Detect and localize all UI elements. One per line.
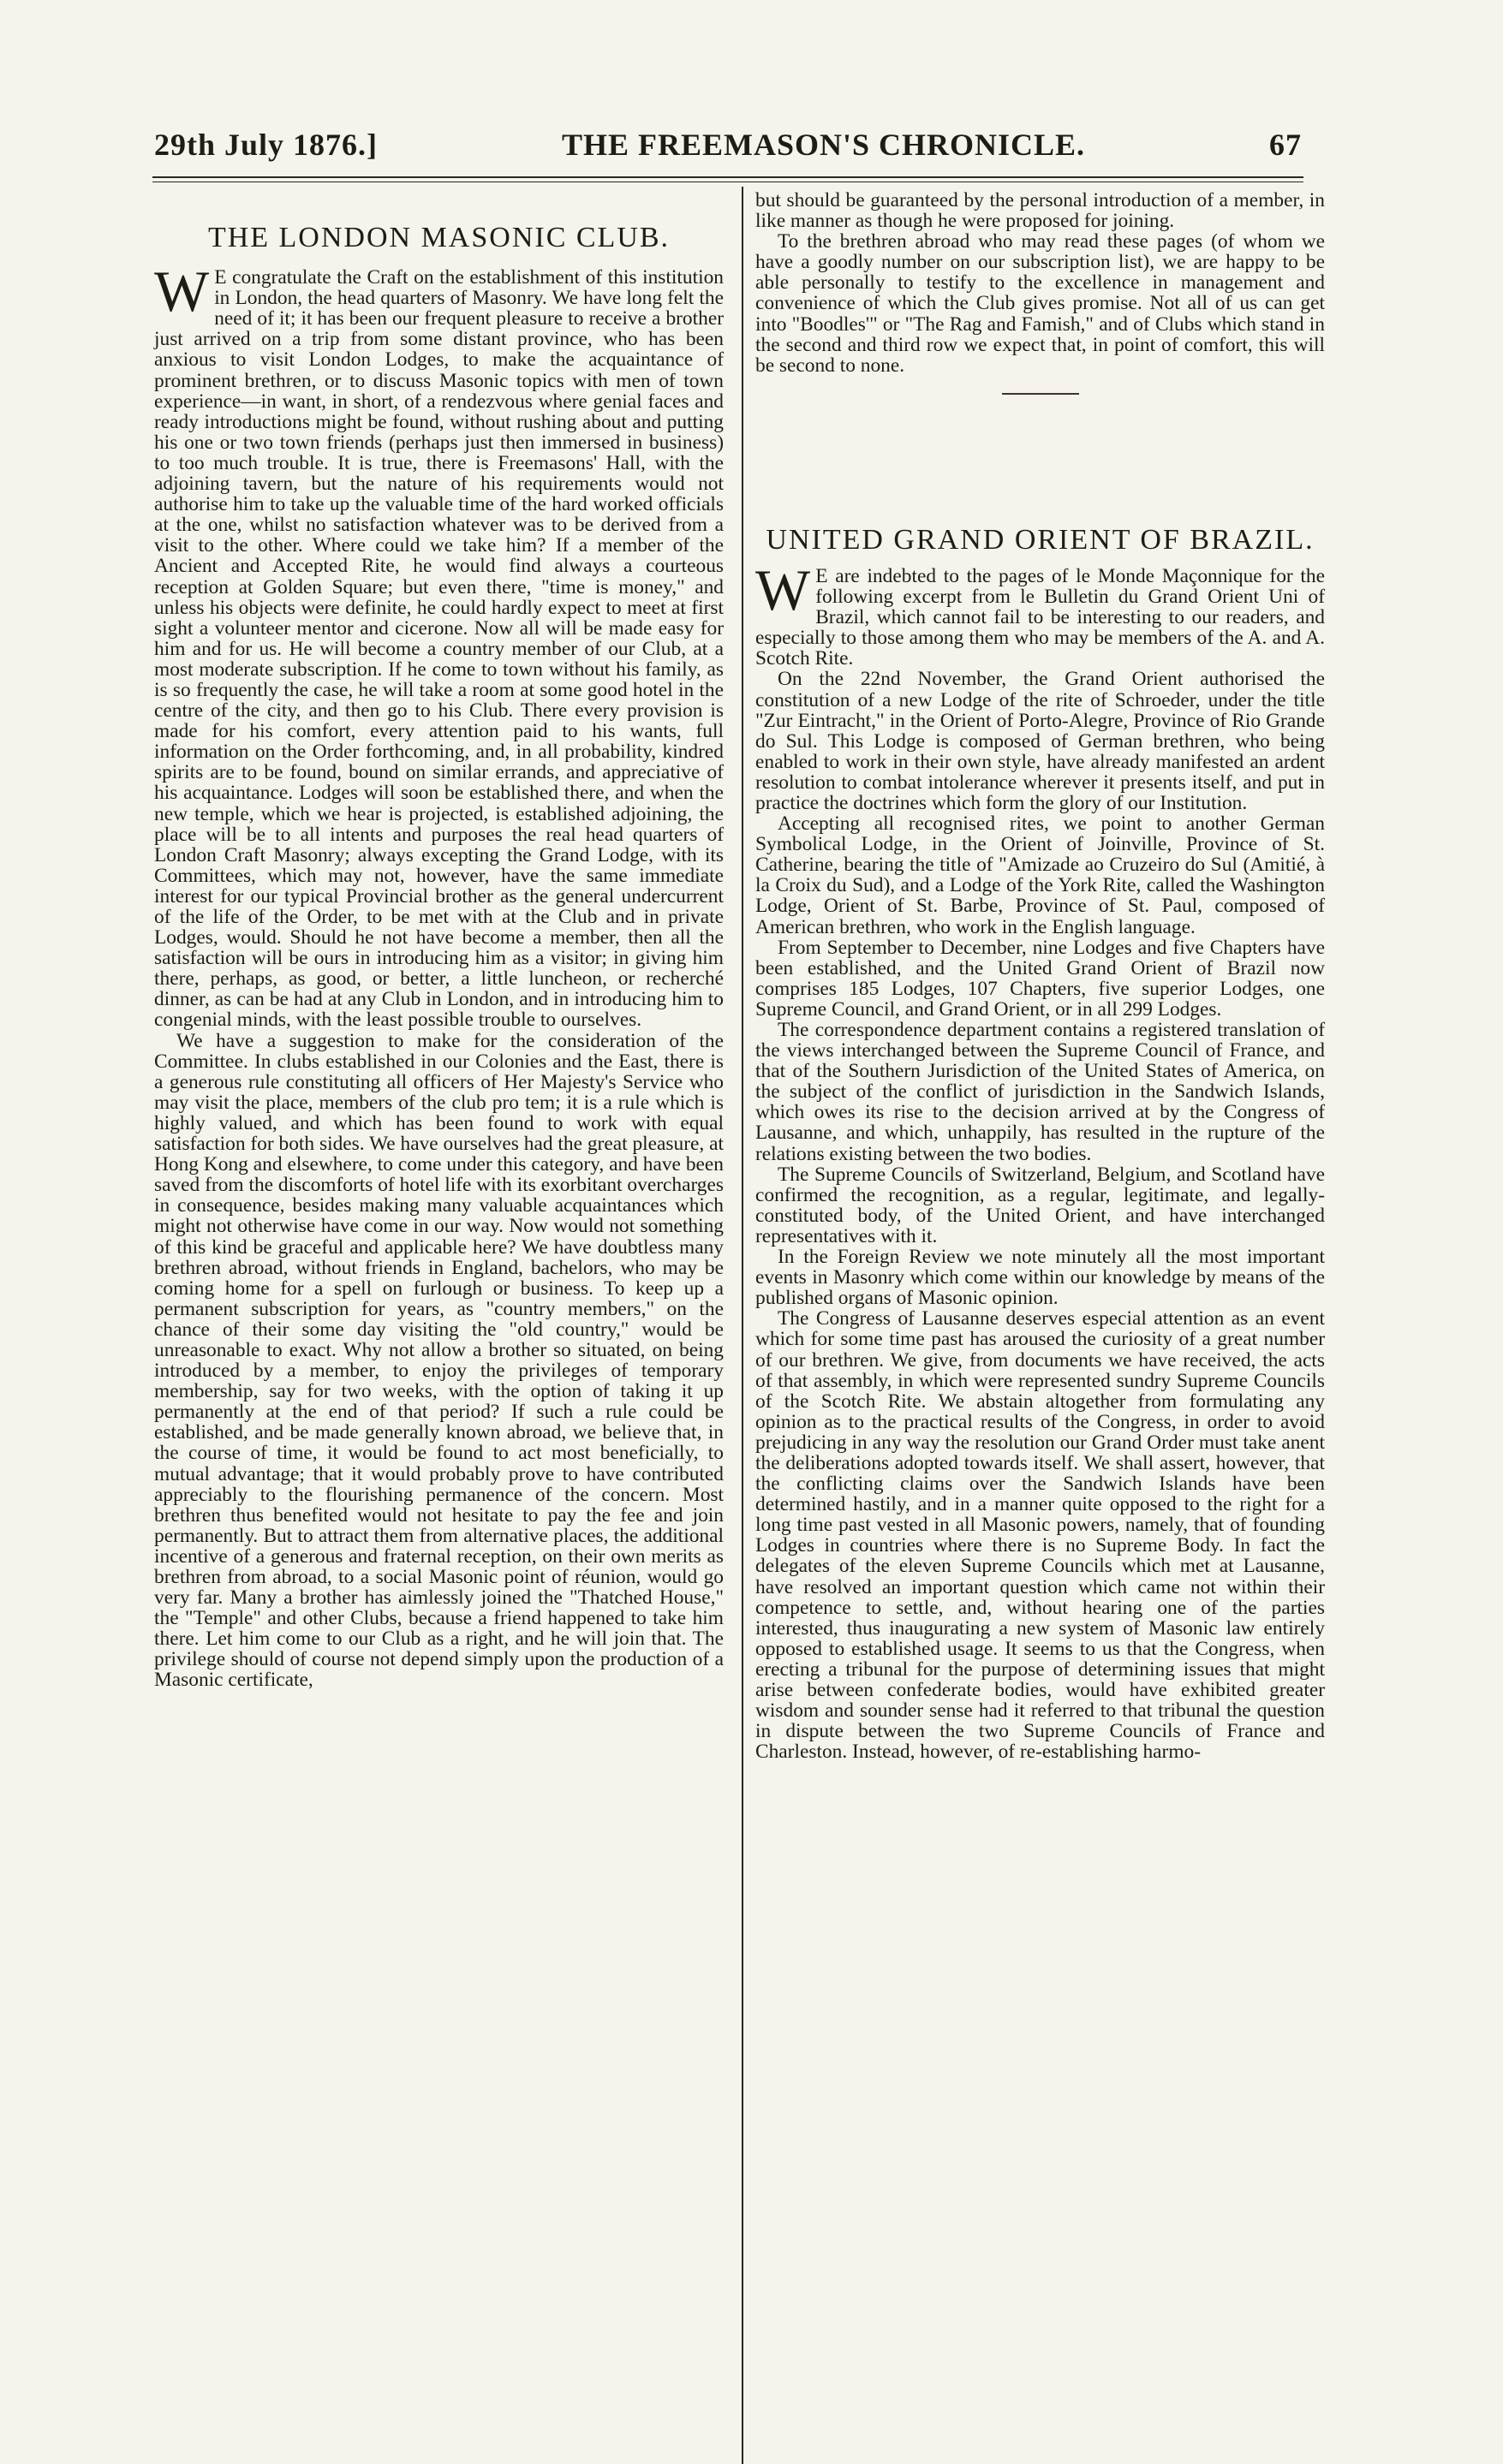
drop-cap: W	[154, 259, 210, 324]
column-divider	[742, 187, 743, 2464]
article-paragraph: W E congratulate the Craft on the establishment of this institution in London, the head quarters of Masonry. We have long felt the need of it; it has been our frequent pleasure to receive a brother just arrived on a trip from some distant province, who has been anxious to visit London Lodges, to make the acquaintance of prominent brethren, or to discuss Masonic topics with men of town experience—in want, in short, of a rendezvous where genial faces and ready introductions might be found, without rushing about and putting his one or two town friends (perhaps just then immersed in business) to too much trouble. It is true, there is Freemasons' Hall, with the adjoining tavern, but the nature of his requirements would not authorise him to take up the valuable time of the hard worked officials at the one, whilst no satisfaction whatever was to be derived from a visit to the other. Where could we take him? If a member of the Ancient and Accepted Rite, he would find always a courteous reception at Golden Square; but even there, "time is money," and unless his objects were definite, he could hardly expect to meet at first sight a volunteer mentor and cicerone. Now all will be made easy for him and for us. He will become a country member of our Club, at a most moderate subscription. If he come to town without his family, as is so frequently the case, he will take a room at some good hotel in the centre of the city, and then go to his Club. There every provision is made for his comfort, every attention paid to his wants, full information on the Order forthcoming, and, in all probability, kindred spirits are to be found, bound on similar errands, and appreciative of his acquaintance. Lodges will soon be established there, and when the new temple, which we hear is projected, is established adjoining, the place will be to all intents and purposes the real head quarters of London Craft Masonry; always excepting the Grand Lodge, with its Committees, which may not, however, have the same immediate interest for our typical Provincial brother as the general undercurrent of the life of the Order, to be met with at the Club and in private Lodges, would. Should he not have become a member, then all the satisfaction will be ours in introducing him as a visitor; in giving him there, perhaps, as good, or better, a little luncheon, or recherché dinner, as can be had at any Club in London, and in introducing him to congenial minds, with the least possible trouble to ourselves.	[154, 259, 724, 1032]
header-date: 29th July 1876.]	[154, 128, 379, 162]
article-heading-london-masonic-club: THE LONDON MASONIC CLUB.	[207, 222, 671, 253]
article-paragraph: To the brethren abroad who may read these pages (of whom we have a goodly number on our subscription list), we are happy to be able personally to testify to the excellence in management and convenience of which the Club gives promise. Not all of us can get into "Boodles'" or "The Rag and Famish," and of Clubs which stand in the second and third row we expect that, in point of comfort, this will be second to none.	[755, 230, 1325, 377]
header-title: THE FREEMASON'S CHRONICLE.	[561, 128, 1086, 162]
divider-rule	[1002, 393, 1079, 395]
article-paragraph: On the 22nd November, the Grand Orient authorised the constitution of a new Lodge of the rite of Schroeder, under the title "Zur Eintracht," in the Orient of Porto-Alegre, Province of Rio Grande do Sul. This Lodge is composed of German brethren, who being enabled to work in their own style, have already manifested an ardent resolution to combat intolerance wherever it presents itself, and put in practice the doctrines which form the glory of our Institution.	[755, 668, 1325, 814]
left-column	[154, 190, 724, 1691]
right-column	[755, 190, 1325, 1762]
header-page-number: 67	[1269, 128, 1302, 162]
article-paragraph: The correspondence department contains a registered translation of the views interchanged between the Supreme Council of France, and that of the Southern Jurisdiction of the United States of America, on the subject of the conflict of jurisdiction in the Sandwich Islands, which owes its rise to the decision arrived at by the Congress of Lausanne, and which, unhappily, has resulted in the rupture of the relations existing between the two bodies.	[755, 1019, 1325, 1165]
article-paragraph: The Supreme Councils of Switzerland, Belgium, and Scotland have confirmed the recognition, as a regular, legitimate, and legally-constituted body, of the United Orient, and have interchanged representatives with it.	[755, 1163, 1325, 1247]
article-heading-grand-orient-brazil: UNITED GRAND ORIENT OF BRAZIL.	[766, 523, 1315, 556]
article-paragraph: We have a suggestion to make for the consideration of the Committee. In clubs established in our Colonies and the East, there is a generous rule constituting all officers of Her Majesty's Service who may visit the place, members of the club pro tem; it is a rule which is highly valued, and which has been found to work with equal satisfaction for both sides. We have ourselves had the great pleasure, at Hong Kong and elsewhere, to come under this category, and have been saved from the discomforts of hotel life with its exorbitant overcharges in consequence, besides making many valuable acquaintances which might not otherwise have come in our way. Now would not something of this kind be graceful and applicable here? We have doubtless many brethren abroad, without friends in England, bachelors, who may be coming home for a spell on furlough or business. To keep up a permanent subscription for years, as "country members," on the chance of their some day visiting the "old country," would be unreasonable to exact. Why not allow a brother so situated, on being introduced by a member, to enjoy the privileges of temporary membership, say for two weeks, with the option of taking it up permanently at the end of that period? If such a rule could be established, and be made generally known abroad, we believe that, in the course of time, it would be found to act most beneficially, to mutual advantage; that it would probably prove to have contributed appreciably to the flourishing permanence of the concern. Most brethren thus benefited would not hesitate to pay the fee and join permanently. But to attract them from alternative places, the additional incentive of a generous and fraternal reception, on their own merits as brethren from abroad, to a social Masonic point of réunion, would go very far. Many a brother has aimlessly joined the "Thatched House," the "Temple" and other Clubs, because a friend happened to take him there. Let him come to our Club as a right, and he will join that. The privilege should of course not depend simply upon the production of a Masonic certificate,	[154, 1029, 724, 1692]
article-paragraph: In the Foreign Review we note minutely all the most important events in Masonry which come within our knowledge by means of the published organs of Masonic opinion.	[755, 1246, 1325, 1310]
section-divider	[755, 393, 1325, 496]
page-header	[154, 127, 1302, 163]
header-rule	[152, 176, 1303, 182]
article-paragraph: W E are indebted to the pages of le Monde Maçonnique for the following excerpt from le Bulletin du Grand Orient Uni of Brazil, which cannot fail to be interesting to our readers, and especially to those among them who may be members of the A. and A. Scotch Rite.	[755, 556, 1325, 670]
article-paragraph: From September to December, nine Lodges and five Chapters have been established, and the United Grand Orient of Brazil now comprises 185 Lodges, 107 Chapters, five superior Lodges, one Supreme Council, and Grand Orient, or in all 299 Lodges.	[755, 936, 1325, 1021]
article-paragraph: but should be guaranteed by the personal introduction of a member, in like manner as though he were proposed for joining.	[755, 189, 1325, 233]
article-paragraph: The Congress of Lausanne deserves especial attention as an event which for some time past has aroused the curiosity of a great number of our brethren. We give, from documents we have received, the acts of that assembly, in which were represented sundry Supreme Councils of the Scotch Rite. We abstain altogether from formulating any opinion as to the practical results of the Congress, in order to avoid prejudicing in any way the resolution our Grand Order must take anent the deliberations adopted towards itself. We shall assert, however, that the conflicting claims over the Sandwich Islands have been determined hastily, and in a manner quite opposed to the right for a long time past vested in all Masonic powers, namely, that of founding Lodges in countries where there is no Supreme Body. In fact the delegates of the eleven Supreme Councils which met at Lausanne, have resolved an important question which came not within their competence to settle, and, without hearing one of the parties interested, thus inaugurating a new system of Masonic law entirely opposed to established usage. It seems to us that the Congress, when erecting a tribunal for the purpose of determining issues that might arise between confederate bodies, would have exhibited greater wisdom and sounder sense had it referred to that tribunal the question in dispute between the two Supreme Councils of France and Charleston. Instead, however, of re-establishing harmo-	[755, 1307, 1325, 1764]
drop-cap: W	[755, 556, 811, 622]
article-paragraph: Accepting all recognised rites, we point to another German Symbolical Lodge, in the Orient of Joinville, Province of St. Catherine, bearing the title of "Amizade ao Cruzeiro do Sul (Amitié, à la Croix du Sud), and a Lodge of the York Rite, called the Washington Lodge, Orient of St. Barbe, Province of St. Paul, composed of American brethren, who work in the English language.	[755, 812, 1325, 938]
